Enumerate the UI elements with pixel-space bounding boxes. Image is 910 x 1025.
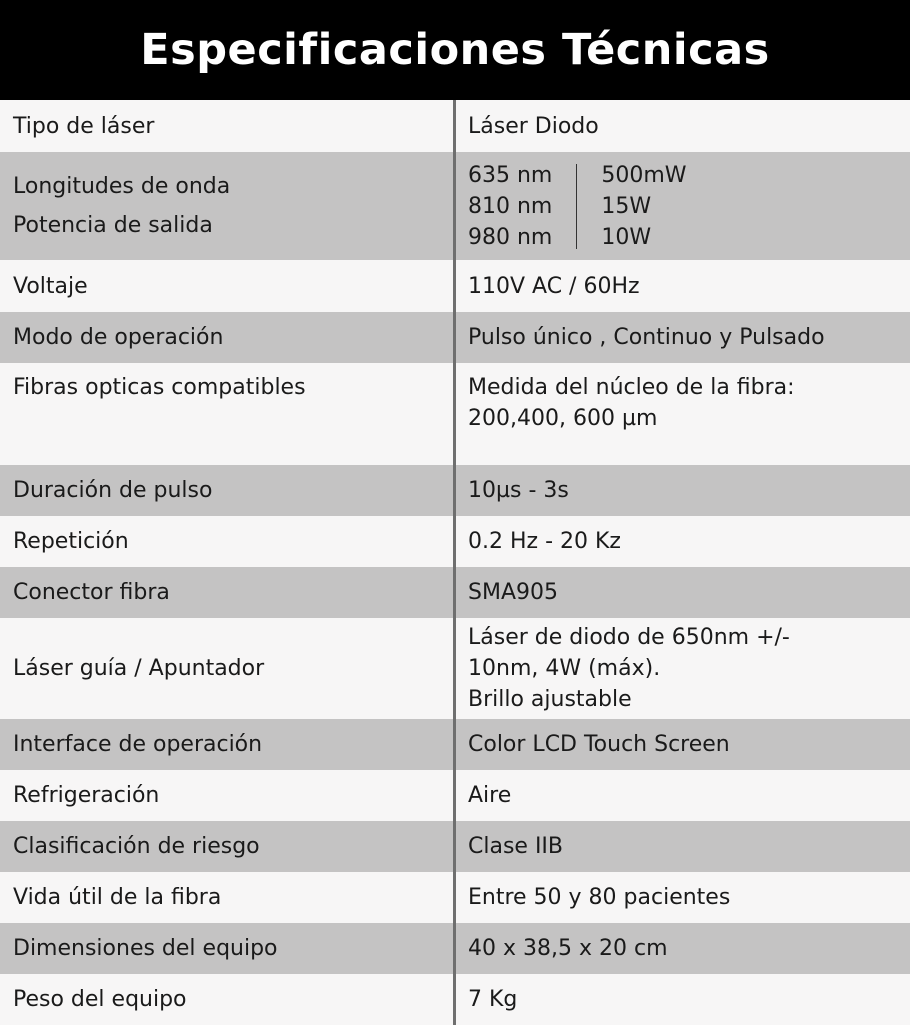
spec-label: Interface de operación bbox=[13, 732, 263, 757]
spec-label: Láser guía / Apuntador bbox=[13, 656, 265, 681]
spec-table bbox=[0, 100, 910, 1025]
spec-label: Vida útil de la fibra bbox=[13, 885, 222, 910]
spec-label: Repetición bbox=[13, 529, 129, 554]
spec-value-stack bbox=[468, 372, 795, 434]
spec-label: Fibras opticas compatibles bbox=[13, 375, 306, 400]
spec-label: Tipo de láser bbox=[13, 113, 155, 139]
spec-label: Voltaje bbox=[13, 273, 88, 299]
spec-label: Dimensiones del equipo bbox=[13, 936, 278, 961]
spec-value: 10µs - 3s bbox=[468, 478, 569, 503]
spec-value-line: Medida del núcleo de la fibra: bbox=[468, 375, 795, 400]
spec-value: 110V AC / 60Hz bbox=[468, 273, 640, 299]
spec-label-wavelength: Longitudes de onda bbox=[13, 174, 231, 199]
spec-value: Clase IIB bbox=[468, 834, 564, 859]
spec-label: Clasificación de riesgo bbox=[13, 834, 260, 859]
spec-value-line: 200,400, 600 µm bbox=[468, 406, 658, 431]
spec-value: Entre 50 y 80 pacientes bbox=[468, 885, 731, 910]
spec-label: Refrigeración bbox=[13, 783, 160, 808]
wavelength-value: 635 nm bbox=[468, 162, 553, 188]
spec-label: Duración de pulso bbox=[13, 478, 213, 503]
spec-value: 7 Kg bbox=[468, 987, 518, 1012]
spec-value: Láser Diodo bbox=[468, 113, 599, 139]
power-value: 500mW bbox=[601, 162, 687, 188]
spec-label: Conector fibra bbox=[13, 580, 170, 605]
spec-value: 40 x 38,5 x 20 cm bbox=[468, 936, 668, 961]
wavelength-column bbox=[468, 160, 552, 253]
spec-value-line: Brillo ajustable bbox=[468, 687, 632, 712]
power-value: 15W bbox=[601, 193, 652, 219]
spec-label-stack bbox=[13, 171, 230, 241]
power-column bbox=[601, 160, 686, 253]
spec-label-power: Potencia de salida bbox=[13, 213, 213, 238]
spec-value: SMA905 bbox=[468, 580, 558, 605]
spec-value-line: 10nm, 4W (máx). bbox=[468, 656, 661, 681]
wavelength-value: 810 nm bbox=[468, 193, 553, 219]
column-divider bbox=[453, 100, 456, 1025]
wavelength-value: 980 nm bbox=[468, 224, 553, 250]
spec-value: Color LCD Touch Screen bbox=[468, 732, 730, 757]
spec-label: Modo de operación bbox=[13, 325, 224, 350]
spec-value: 0.2 Hz - 20 Kz bbox=[468, 529, 621, 554]
spec-value-line: Láser de diodo de 650nm +/- bbox=[468, 625, 790, 650]
wavelength-power-grid bbox=[468, 160, 687, 253]
spec-value-stack bbox=[468, 622, 790, 715]
page-title: Especificaciones Técnicas bbox=[0, 0, 910, 100]
spec-value: Pulso único , Continuo y Pulsado bbox=[468, 325, 825, 350]
spec-label: Peso del equipo bbox=[13, 987, 187, 1012]
wavelength-power-separator bbox=[576, 164, 577, 249]
spec-value: Aire bbox=[468, 783, 512, 808]
power-value: 10W bbox=[601, 224, 652, 250]
